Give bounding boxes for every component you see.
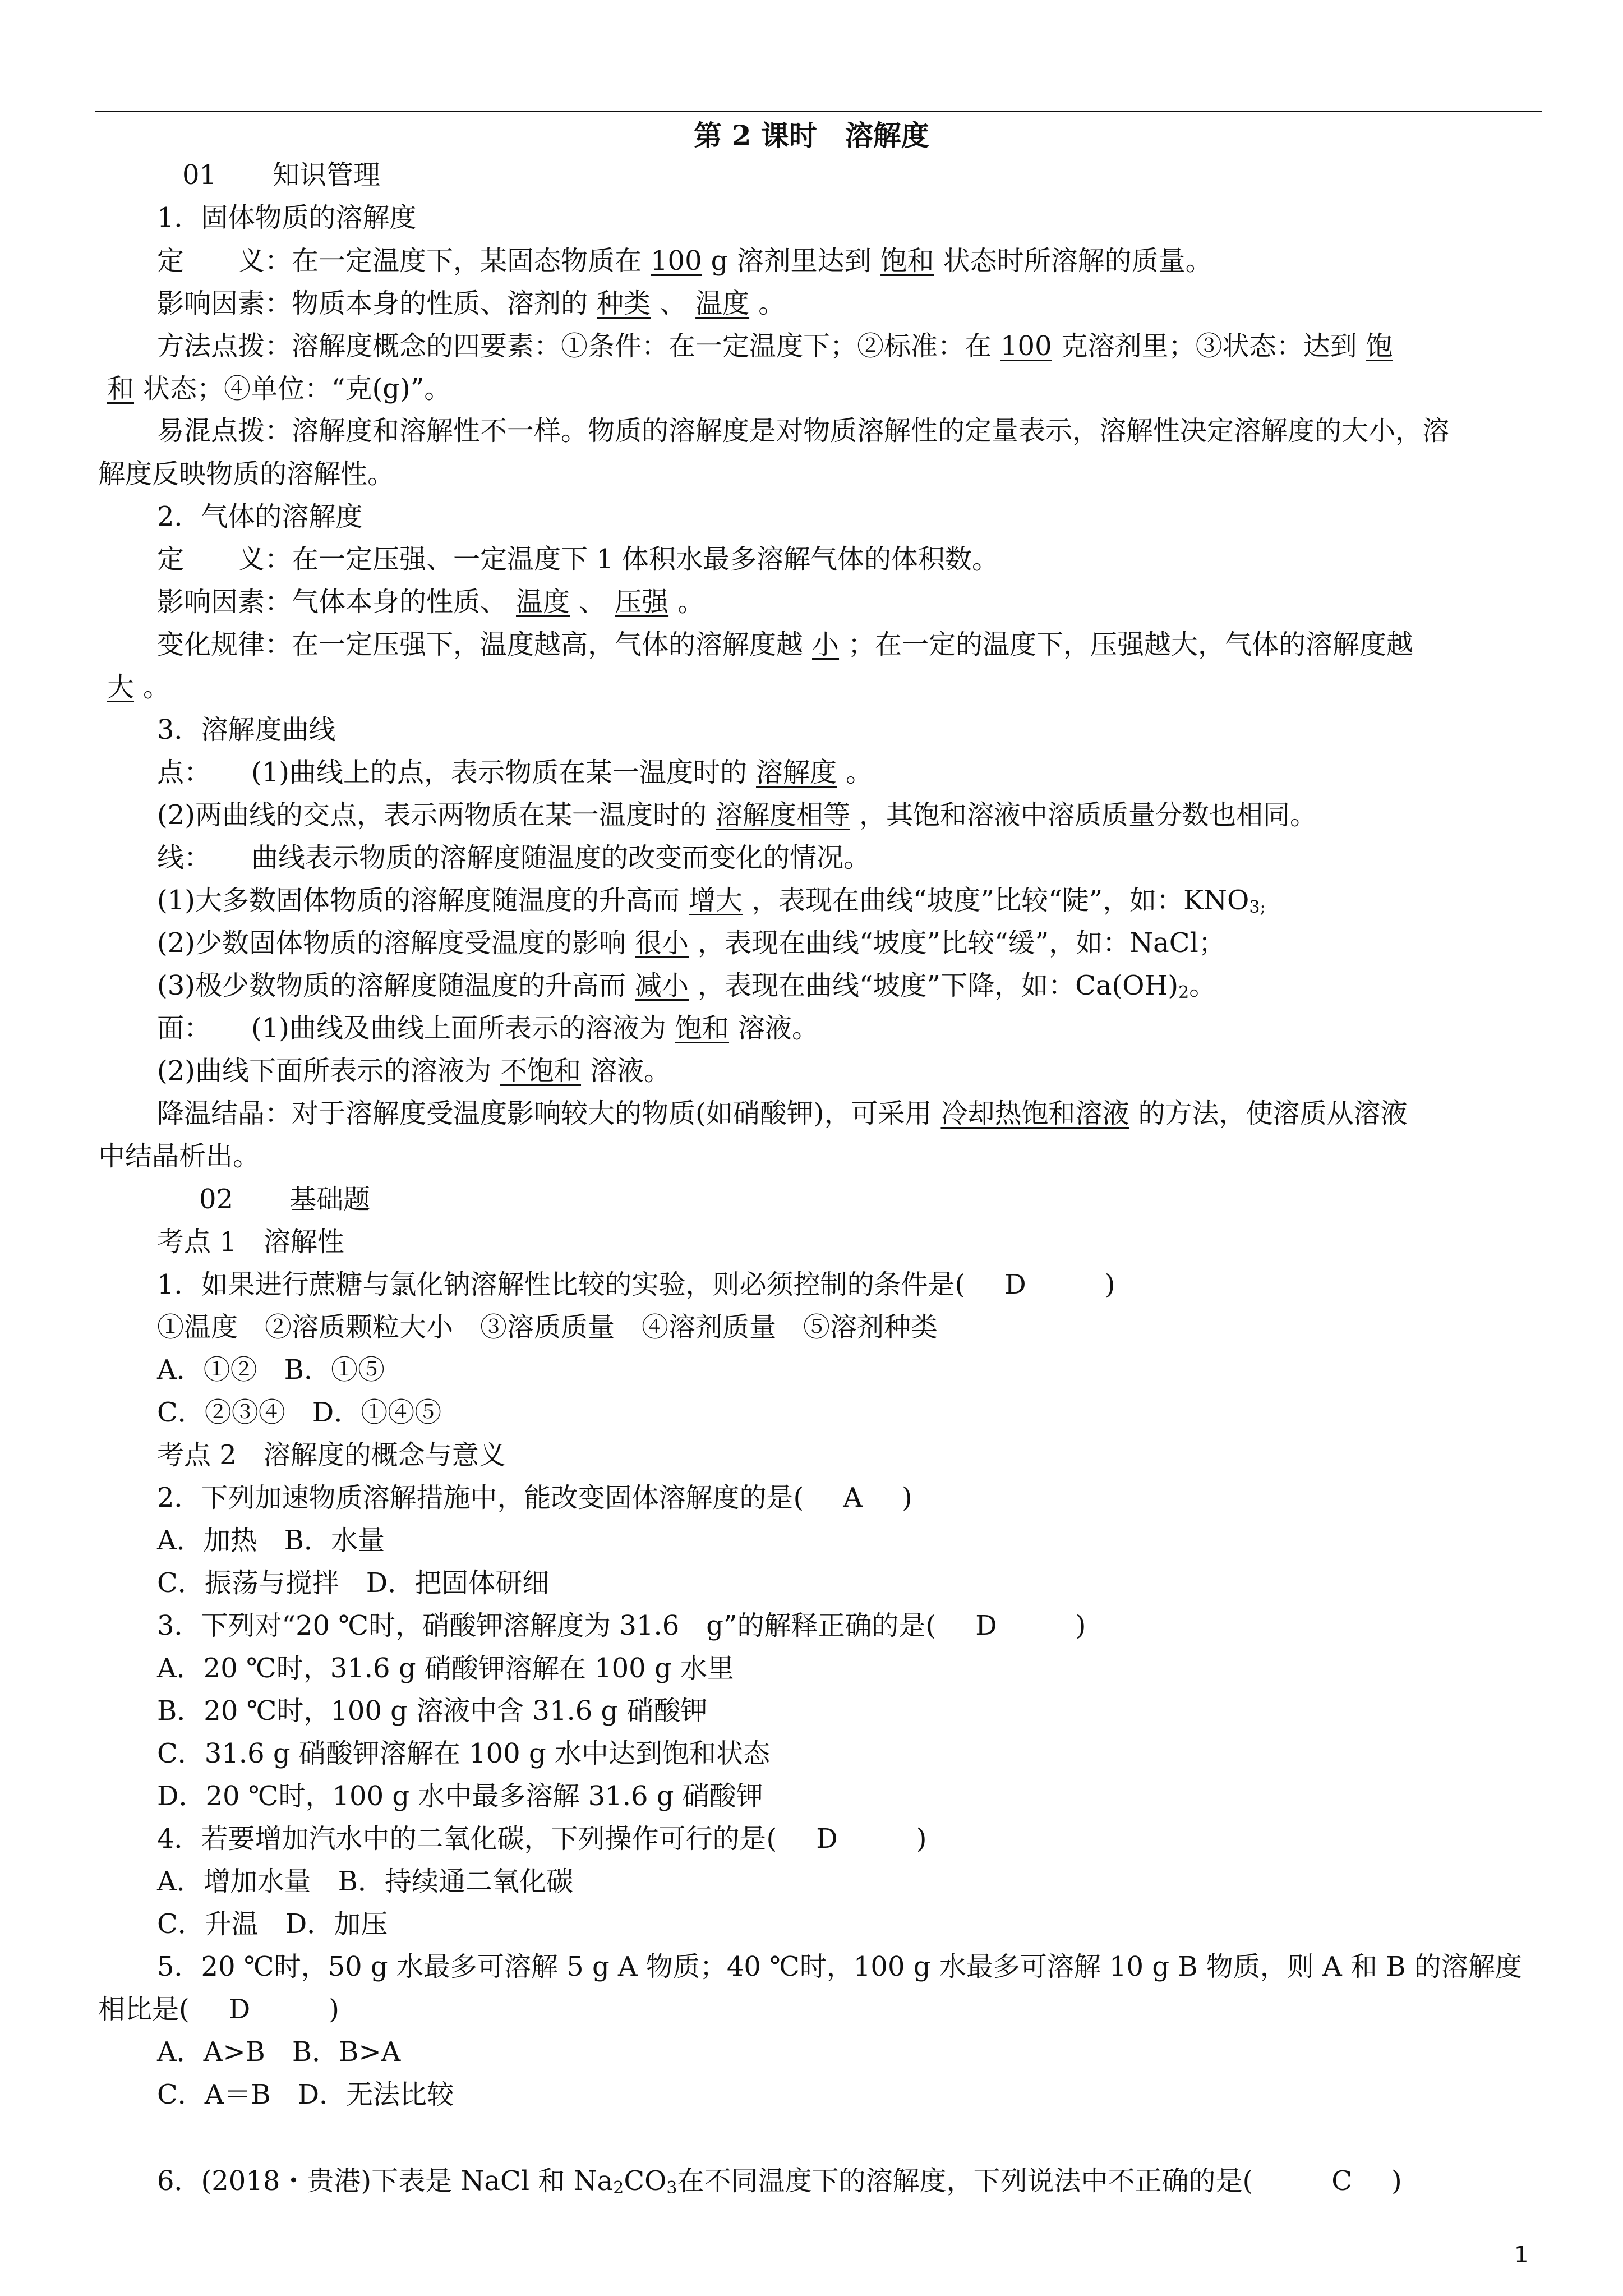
kaodian-2: 考点 2 溶解度的概念与意义 [157,1439,506,1471]
answer-blank: 不饱和 [500,1055,582,1087]
q5-options-cd: C．A＝B D．无法比较 [157,2079,454,2110]
question-1: 1．如果进行蔗糖与氯化钠溶解性比较的实验，则必须控制的条件是( D ) [157,1269,1115,1300]
k1-method-line1: 方法点拨：溶解度概念的四要素：①条件：在一定温度下；②标准：在 100 克溶剂里；③状态：达到 饱 [157,329,1402,363]
question-2: 2．下列加速物质溶解措施中，能改变固体溶解度的是( A ) [157,1482,912,1513]
section-name: 知识管理 [273,159,381,191]
k3-point2: (2)两曲线的交点，表示两物质在某一温度时的 溶解度相等 ，其饱和溶液中溶质质量分数也相同。 [157,799,1317,831]
page-number: 1 [1514,2242,1529,2268]
answer-blank: 溶解度 [756,757,837,788]
section-number: 02 [199,1184,234,1215]
q2-options-ab: A．加热 B．水量 [157,1525,385,1556]
k1-method-line2: 和 状态；④单位：“克(g)”。 [98,372,451,406]
q4-options-cd: C．升温 D．加压 [157,1908,388,1940]
q1-items: ①温度 ②溶质颗粒大小 ③溶质质量 ④溶剂质量 ⑤溶剂种类 [157,1312,938,1343]
answer-blank: 压强 [615,586,669,618]
section-name: 基础题 [289,1184,371,1215]
k2-factors: 影响因素：气体本身的性质、 温度 、 压强 。 [157,586,705,618]
header-rule [95,111,1542,112]
question-answer: D [1004,1269,1026,1300]
question-4: 4．若要增加汽水中的二氧化碳，下列操作可行的是( D ) [157,1823,927,1855]
k3-heading: 3．溶解度曲线 [157,714,336,746]
k1-confuse-line2: 解度反映物质的溶解性。 [98,458,395,490]
q1-options-cd: C．②③④ D．①④⑤ [157,1397,442,1428]
answer-blank: 温度 [695,288,750,319]
answer-blank: 减小 [635,970,689,1001]
answer-blank: 饱和 [675,1013,730,1044]
k2-heading: 2．气体的溶解度 [157,501,363,532]
section-number: 01 [182,159,217,191]
answer-blank: 100 [1000,330,1052,362]
q1-options-ab: A．①② B．①⑤ [157,1354,385,1386]
kaodian-1: 考点 1 溶解性 [157,1226,344,1258]
q3-option-c: C．31.6 g 硝酸钾溶解在 100 g 水中达到饱和状态 [157,1738,770,1769]
k1-heading: 1．固体物质的溶解度 [157,202,417,233]
k1-factors: 影响因素：物质本身的性质、溶剂的 种类 、 温度 。 [157,288,786,319]
k3-point1: 点： (1)曲线上的点，表示物质在某一温度时的 溶解度 。 [157,757,873,788]
question-answer: C [1331,2165,1352,2197]
question-5-line1: 5．20 ℃时，50 g 水最多可溶解 5 g A 物质；40 ℃时，100 g 水最多可溶解 10 g B 物质，则 A 和 B 的溶解度 [157,1951,1522,1982]
answer-blank: 很小 [635,927,689,959]
q3-option-b: B．20 ℃时，100 g 溶液中含 31.6 g 硝酸钾 [157,1695,708,1727]
answer-blank: 溶解度相等 [716,799,851,831]
section-heading-01 [182,158,380,192]
k3-line1: (1)大多数固体物质的溶解度随温度的升高而 增大 ，表现在曲线“坡度”比较“陡”，如：$KNO_{3;}$ [157,885,1266,917]
k1-confuse-line1: 易混点拨：溶解度和溶解性不一样。物质的溶解度是对物质溶解性的定量表示，溶解性决定溶解度的大小，溶 [157,415,1450,447]
answer-blank: 小 [812,629,840,660]
question-3: 3．下列对“20 ℃时，硝酸钾溶解度为 31.6 g”的解释正确的是( D ) [157,1610,1086,1641]
answer-blank: 饱和 [880,245,934,277]
q3-option-d: D．20 ℃时，100 g 水中最多溶解 31.6 g 硝酸钾 [157,1780,763,1812]
k3-line2: (2)少数固体物质的溶解度受温度的影响 很小 ，表现在曲线“坡度”比较“缓”，如：NaCl； [157,927,1225,959]
answer-blank: 增大 [689,885,743,916]
answer-blank: 100 [651,245,702,277]
k3-crystallize-line2: 中结晶析出。 [98,1140,260,1172]
k3-face2: (2)曲线下面所表示的溶液为 不饱和 溶液。 [157,1055,671,1087]
answer-blank: 饱 [1366,330,1393,362]
q3-option-a: A．20 ℃时，31.6 g 硝酸钾溶解在 100 g 水里 [157,1653,734,1684]
q4-options-ab: A．增加水量 B．持续通二氧化碳 [157,1866,573,1897]
k2-rule-line1: 变化规律：在一定压强下，温度越高，气体的溶解度越 小 ；在一定的温度下，压强越大，气体的溶解度越 [157,629,1414,660]
k3-face1: 面： (1)曲线及曲线上面所表示的溶液为 饱和 溶液。 [157,1013,819,1044]
question-answer: D [816,1823,838,1855]
q2-options-cd: C．振荡与搅拌 D．把固体研细 [157,1567,550,1599]
answer-blank: 冷却热饱和溶液 [940,1098,1129,1129]
answer-blank: 大 [107,671,135,703]
answer-blank: 种类 [597,288,651,319]
section-heading-02 [199,1182,370,1216]
k2-definition: 定 义：在一定压强、一定温度下 1 体积水最多溶解气体的体积数。 [157,544,999,575]
k3-line: 线： 曲线表示物质的溶解度随温度的改变而变化的情况。 [157,842,871,873]
question-answer: D [975,1610,997,1641]
question-5-line2: 相比是( D ) [98,1994,339,2025]
k3-line3: (3)极少数物质的溶解度随温度的升高而 减小 ，表现在曲线“坡度”下降，如：$Ca(OH)_2$。 [157,970,1216,1002]
k2-rule-line2: 大 。 [98,670,170,704]
question-answer: D [228,1994,251,2025]
answer-blank: 温度 [516,586,570,618]
k1-definition: 定 义：在一定温度下，某固态物质在 100 g 溶剂里达到 饱和 状态时所溶解的质量。 [157,245,1212,277]
question-6: 6．(2018・贵港)下表是 NaCl 和 $Na_2CO_3$在不同温度下的溶解度，下列说法中不正确的是( C ) [157,2165,1402,2198]
q5-options-ab: A．A>B B．B>A [157,2036,401,2068]
answer-blank: 和 [107,373,135,404]
page-title: 第 2 课时 溶解度 [694,119,929,152]
question-answer: A [843,1482,863,1513]
k3-crystallize-line1: 降温结晶：对于溶解度受温度影响较大的物质(如硝酸钾)，可采用 冷却热饱和溶液 的方法，使溶质从溶液 [157,1098,1408,1129]
